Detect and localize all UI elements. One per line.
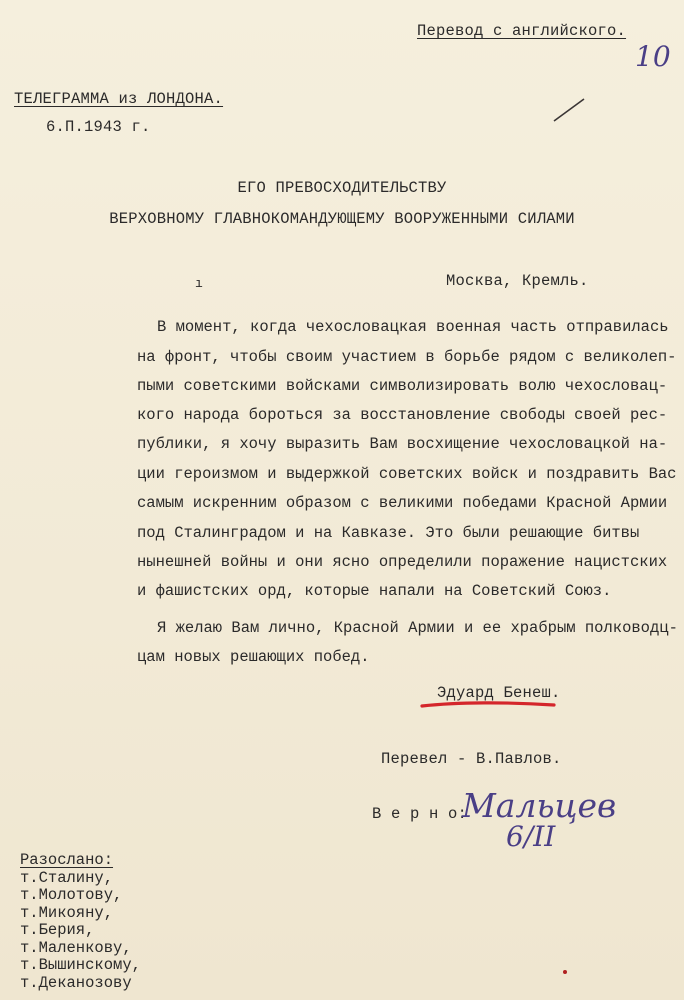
translation-note: Перевод с английского. [417, 22, 627, 40]
distribution-list [20, 852, 141, 992]
body-line: под Сталинградом и на Кавказе. Это были решающие битвы [137, 524, 640, 542]
body-line: самым искренним образом с великими победами Красной Армии [137, 494, 668, 512]
red-underline-mark [418, 697, 558, 713]
body-line: кого народа бороться за восстановление свободы своей рес- [137, 406, 668, 424]
telegram-title: ТЕЛЕГРАММА из ЛОНДОНА. [14, 90, 224, 108]
addressee-line-2: ВЕРХОВНОМУ ГЛАВНОКОМАНДУЮЩЕМУ ВООРУЖЕННЫМИ СИЛАМИ [109, 210, 575, 228]
translated-by: Перевел - В.Павлов. [381, 750, 562, 768]
body-line: В момент, когда чехословацкая военная часть отправилась [157, 318, 669, 336]
recipient: т.Деканозову [20, 973, 132, 992]
body-line: цам новых решающих побед. [137, 648, 370, 666]
recipient: т.Молотову, [20, 886, 123, 904]
pencil-tick-mark [550, 95, 590, 125]
signature-name: Эдуард Бенеш. [437, 684, 561, 702]
recipient: т.Берия, [20, 921, 95, 939]
distribution-heading: Разослано: [20, 851, 114, 869]
recipient: т.Микояну, [20, 903, 114, 922]
stray-ink-mark: ı [195, 276, 204, 291]
body-line: и фашистских орд, которые напали на Советский Союз. [137, 582, 612, 600]
body-line: пыми советскими войсками символизировать волю чехословац- [137, 377, 668, 395]
handwritten-signature: Мальцев [462, 786, 617, 825]
handwritten-date: 6/II [506, 820, 556, 853]
body-line: ции героизмом и выдержкой советских войск и поздравить Вас [137, 465, 677, 483]
telegram-date: 6.П.1943 г. [46, 118, 151, 136]
recipient: т.Вышинскому, [20, 956, 141, 974]
recipient: т.Маленкову, [20, 938, 132, 957]
page-number-mark: 10 [635, 40, 671, 73]
addressee-location: Москва, Кремль. [446, 272, 589, 290]
body-line: публики, я хочу выразить Вам восхищение чехословацкой на- [137, 435, 668, 453]
body-line: нынешней войны и они ясно определили поражение нацистских [137, 553, 668, 571]
red-ink-dot [563, 970, 567, 974]
body-line: Я желаю Вам лично, Красной Армии и ее храбрым полководц- [157, 619, 678, 637]
verified-label: В е р н о: [372, 805, 468, 823]
recipient: т.Сталину, [20, 868, 114, 887]
addressee-line-1: ЕГО ПРЕВОСХОДИТЕЛЬСТВУ [237, 179, 447, 197]
body-line: на фронт, чтобы своим участием в борьбе рядом с великолеп- [137, 348, 677, 366]
